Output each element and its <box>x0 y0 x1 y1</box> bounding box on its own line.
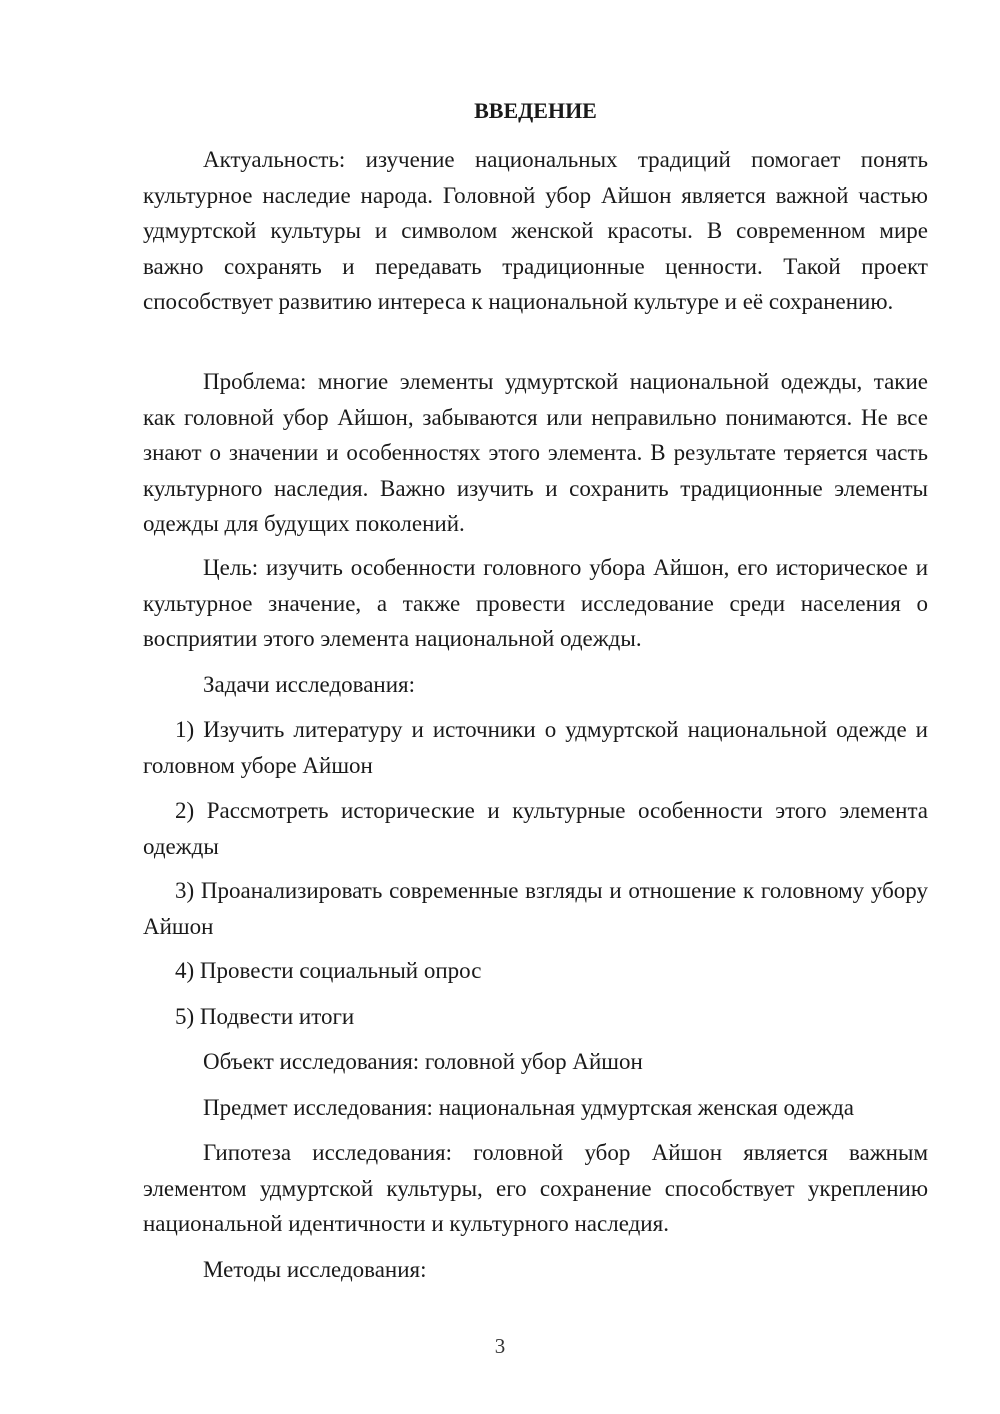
task-item-4: 4) Провести социальный опрос <box>175 958 482 983</box>
section-title: ВВЕДЕНИЕ <box>474 98 597 123</box>
task-item-1: 1) Изучить литературу и источники о удмуртской национальной одежде и головном уборе Айшон <box>143 717 928 778</box>
tasks-heading: Задачи исследования: <box>203 672 416 697</box>
goal-paragraph: Цель: изучить особенности головного убора Айшон, его историческое и культурное значение, а также провести исследование среди населения о восприятии этого элемента национальной одежды. <box>143 555 928 651</box>
task-item-5: 5) Подвести итоги <box>175 1004 355 1029</box>
task-item-3: 3) Проанализировать современные взгляды и отношение к головному убору Айшон <box>143 878 928 939</box>
page-number: 3 <box>494 1334 506 1358</box>
object-paragraph: Объект исследования: головной убор Айшон <box>203 1049 643 1074</box>
problem-paragraph: Проблема: многие элементы удмуртской национальной одежды, такие как головной убор Айшон, забываются или неправильно понимаются. Не все знают о значении и особенностях этого элемента. В результате теряется часть культурного наследия. Важно изучить и сохранить традиционные элементы одежды для будущих поколений. <box>143 369 928 536</box>
hypothesis-paragraph: Гипотеза исследования: головной убор Айшон является важным элементом удмуртской культуры, его сохранение способствует укреплению национальной идентичности и культурного наследия. <box>143 1140 928 1236</box>
relevance-paragraph: Актуальность: изучение национальных традиций помогает понять культурное наследие народа. Головной убор Айшон является важной частью удмуртской культуры и символом женской красоты. В современном мире важно сохранять и передавать традиционные ценности. Такой проект способствует развитию интереса к национальной культуре и её сохранению. <box>143 147 928 314</box>
task-item-2: 2) Рассмотреть исторические и культурные особенности этого элемента одежды <box>143 798 928 859</box>
methods-heading: Методы исследования: <box>203 1257 427 1282</box>
subject-paragraph: Предмет исследования: национальная удмуртская женская одежда <box>203 1095 854 1120</box>
